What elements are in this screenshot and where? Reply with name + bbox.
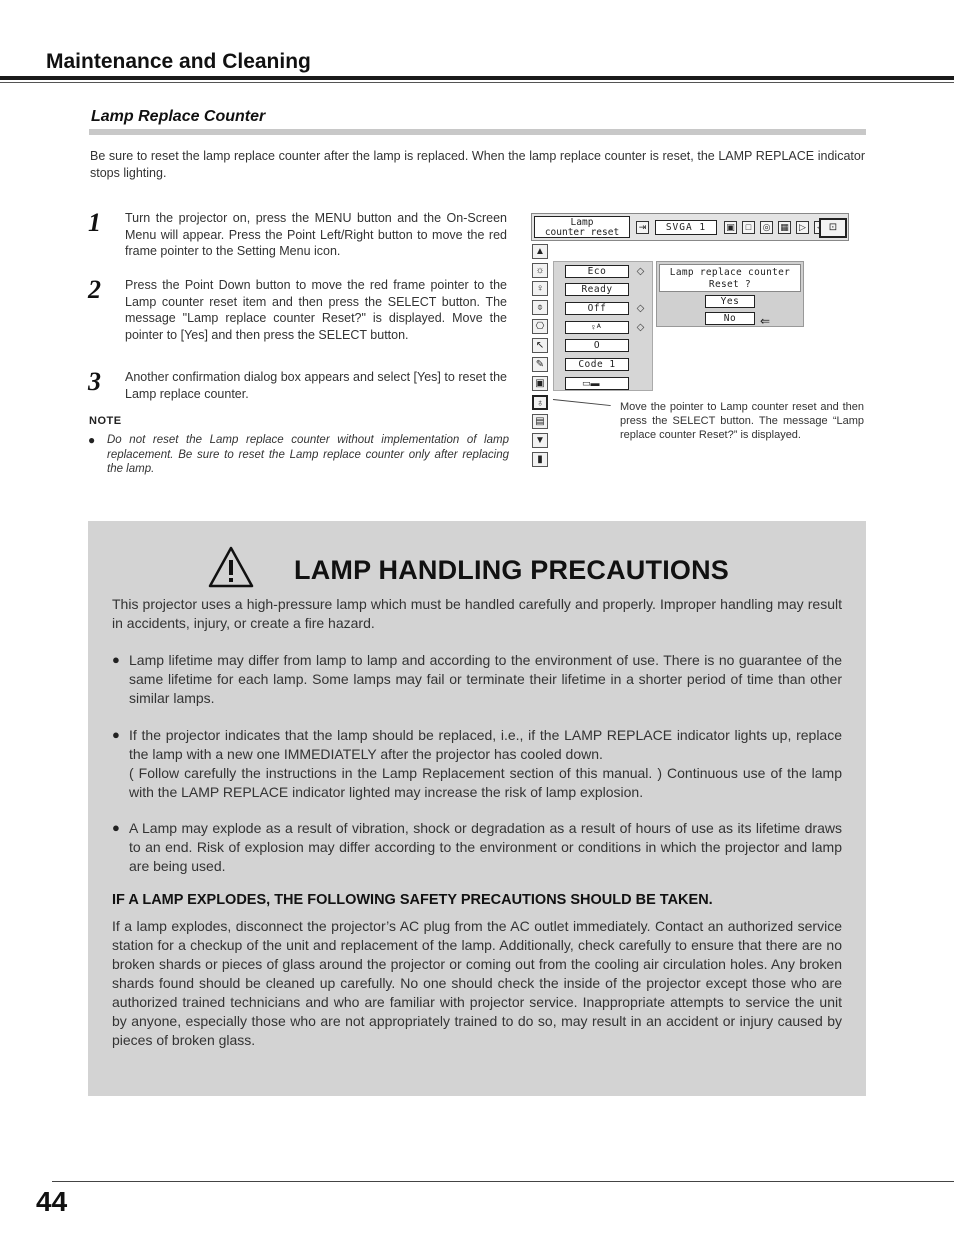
osd-value-o: O — [565, 339, 629, 352]
explosion-subheading: IF A LAMP EXPLODES, THE FOLLOWING SAFETY PRECAUTIONS SHOULD BE TAKEN. — [112, 892, 713, 908]
page-header-title: Maintenance and Cleaning — [46, 50, 311, 73]
osd-value-off: Off — [565, 302, 629, 315]
osd-item-label — [534, 216, 630, 238]
osd-value-code: Code 1 — [565, 358, 629, 371]
adjust-arrows-icon: ◇ — [636, 322, 645, 333]
bullet-3-mark: ● — [112, 820, 120, 835]
power-icon: ⌽ — [532, 300, 548, 315]
section-intro: Be sure to reset the lamp replace counter after the lamp is replaced. When the lamp replace counter is reset, the LAMP REPLACE indicator stops lighting. — [90, 149, 865, 180]
osd-menu-bar — [531, 213, 849, 241]
note-text: Do not reset the Lamp replace counter without implementation of lamp replacement. Be sure to reset the Lamp replace counter only after replacing the lamp. — [107, 434, 509, 475]
menu-position-icon: ▭▬ — [582, 378, 600, 388]
bullet-1-mark: ● — [112, 652, 120, 667]
pointer-arrow-icon: ⇐ — [760, 314, 771, 328]
header-rule — [0, 76, 954, 80]
step-3-text: Another confirmation dialog box appears and select [Yes] to reset the Lamp replace counter. — [125, 370, 507, 401]
osd-signal-value: SVGA 1 — [655, 220, 717, 235]
dialog-message-line2: Reset ? — [708, 279, 752, 290]
osd-value-ready: Ready — [565, 283, 629, 296]
page-number: 44 — [36, 1186, 68, 1217]
step-2-text: Press the Point Down button to move the red frame pointer to the Lamp counter reset item and then press the SELECT button. The message "Lamp replace counter Reset?" is displayed. Move the pointer to [Yes] and then press the SELECT button. — [125, 278, 507, 342]
osd-label-line1: Lamp — [570, 217, 594, 228]
bullet-2-mark: ● — [112, 727, 120, 742]
step-1-number: 1 — [88, 208, 101, 237]
osd-values-panel — [553, 261, 653, 391]
edit-icon: ✎ — [532, 357, 548, 372]
dialog-message — [659, 264, 801, 292]
filter-icon: ▤ — [532, 414, 548, 429]
pointer-icon: ↖ — [532, 338, 548, 353]
lock-icon: ▣ — [532, 376, 548, 391]
step-3-number: 3 — [88, 367, 101, 396]
bulb-icon: ♀ — [532, 281, 548, 296]
precautions-title: LAMP HANDLING PRECAUTIONS — [294, 555, 730, 585]
dialog-message-line1: Lamp replace counter — [669, 267, 791, 278]
setting-icon: ▦ — [778, 221, 791, 234]
bullet-2-text: If the projector indicates that the lamp should be replaced, i.e., if the LAMP REPLACE indicator lights up, replace the lamp with a new one IMMEDIATELY after the projector has cooled down. — [129, 727, 842, 762]
note-bullet: ● — [88, 433, 96, 447]
scroll-up-icon: ▲ — [532, 244, 548, 259]
bullet-3-text: A Lamp may explode as a result of vibration, shock or degradation as a result of hours of use as its lifetime draws to an end. Risk of explosion may differ according to the environment or conditions in which the projector and lamp are being used. — [129, 820, 842, 874]
step-1-text: Turn the projector on, press the MENU button and the On-Screen Menu will appear. Press the Point Left/Right button to move the red frame pointer to the Setting Menu icon. — [125, 211, 507, 258]
adjust-arrows-icon: ◇ — [636, 266, 645, 277]
pc-adjust-icon: ◎ — [760, 221, 773, 234]
warning-triangle-icon — [208, 546, 254, 588]
header-rule-thin — [0, 82, 954, 83]
selected-menu-icon: ⊡ — [819, 218, 847, 238]
osd-callout-text: Move the pointer to Lamp counter reset and then press the SELECT button. The message “Lamp replace counter Reset?” is displayed. — [620, 401, 864, 441]
precautions-intro: This projector uses a high-pressure lamp which must be handled carefully and properly. Improper handling may result in accidents, injury, or create a fire hazard. — [112, 596, 842, 631]
osd-value-eco: Eco — [565, 265, 629, 278]
callout-line — [553, 399, 611, 406]
bullet-1-text: Lamp lifetime may differ from lamp to lamp and according to the environment of use. There is no guarantee of the same lifetime for each lamp. Some lamps may fail or terminate their lifetime in a shorter period of time than other similar lamps. — [129, 652, 842, 706]
bullet-2-extra: ( Follow carefully the instructions in the Lamp Replacement section of this manual. ) Continuous use of the lamp with the LAMP REPLACE indicator lighted may increase the risk of lamp explosion. — [129, 765, 842, 800]
image-icon: ▣ — [724, 221, 737, 234]
section-title: Lamp Replace Counter — [91, 108, 266, 125]
reset-confirm-dialog — [656, 261, 804, 327]
lamp-auto-icon: ♀ᴬ — [590, 322, 601, 332]
osd-label-line2: counter reset — [544, 227, 620, 238]
lamp-counter-icon: ♁ — [532, 395, 548, 410]
remote-icon: ⎔ — [532, 319, 548, 334]
adjust-arrows-icon: ◇ — [636, 303, 645, 314]
note-label: NOTE — [89, 415, 122, 427]
footer-rule — [52, 1181, 954, 1182]
step-2-number: 2 — [88, 275, 101, 304]
exit-icon: ▮ — [532, 452, 548, 467]
yes-button: Yes — [705, 295, 755, 308]
osd-side-icons — [531, 243, 551, 469]
no-button: No — [705, 312, 755, 325]
play-icon: ▷ — [796, 221, 809, 234]
lamp-mode-icon: ☼ — [532, 263, 548, 278]
input-icon: ⇥ — [636, 221, 649, 234]
scroll-down-icon: ▼ — [532, 433, 548, 448]
section-rule — [89, 129, 866, 135]
explosion-body: If a lamp explodes, disconnect the projector’s AC plug from the AC outlet immediately. Contact an authorized service station for a checkup of the unit and replacement of the lamp. Additionally, check carefully to ensure that there are no broken shards or pieces of glass around the projector or coming out from the cooling air circulation holes. Any broken shards found should be cleaned up carefully. No one should check the inside of the projector except those who are authorized trained technicians and who are familiar with projector service. Inappropriate attempts to service the unit by anyone, especially those who are not appropriately trained to do so, may result in an accident or injury caused by pieces of broken glass. — [112, 918, 842, 1048]
screen-icon: □ — [742, 221, 755, 234]
